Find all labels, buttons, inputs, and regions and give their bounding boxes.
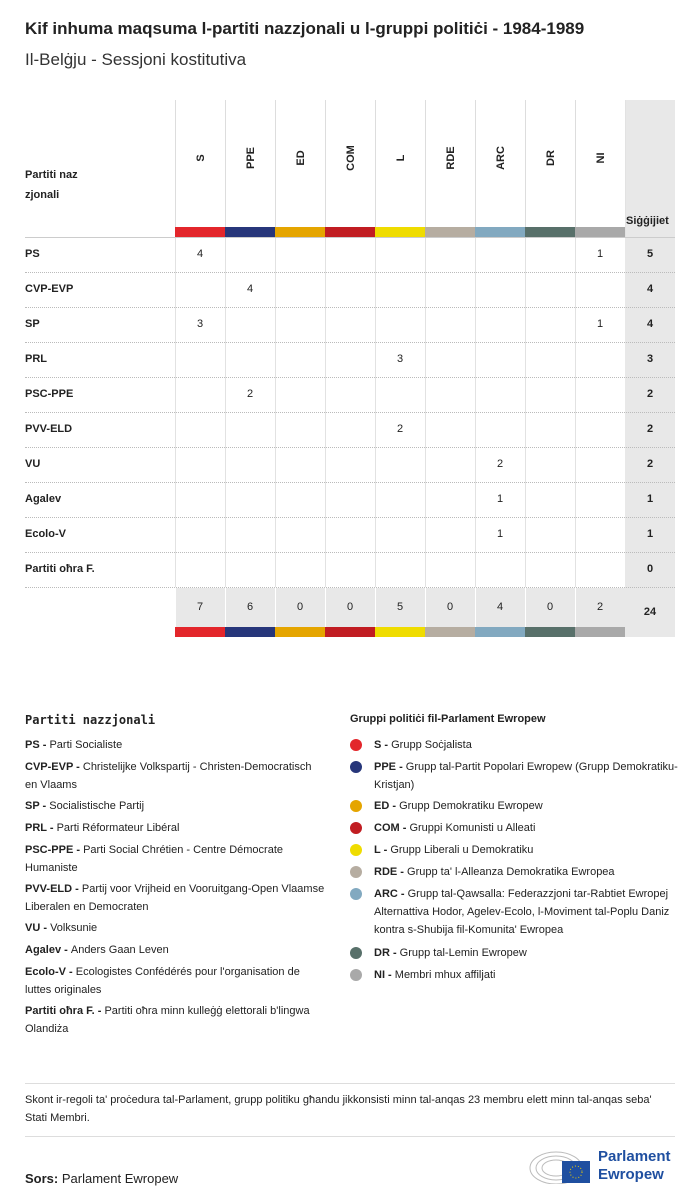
group-color-dot xyxy=(350,800,362,812)
color-bar-top xyxy=(225,227,275,237)
group-code: COM xyxy=(374,822,400,834)
column-header-ppe xyxy=(225,100,275,227)
party-code: PVV-ELD xyxy=(25,883,73,895)
color-bar-top xyxy=(425,227,475,237)
legend-group-item: NI - Membri mhux affiljati xyxy=(374,969,496,981)
row-label: SP xyxy=(25,318,40,330)
cell-value: 2 xyxy=(396,423,404,435)
color-bar-top xyxy=(375,227,425,237)
color-bar-top xyxy=(175,227,225,237)
row-total: 3 xyxy=(646,353,654,365)
legend-group-item: S - Grupp Soċjalista xyxy=(374,739,472,751)
legend-group-item: ED - Grupp Demokratiku Ewropew xyxy=(374,800,543,812)
party-code: PS xyxy=(25,739,40,751)
column-total: 7 xyxy=(196,601,204,613)
group-color-dot xyxy=(350,822,362,834)
hemicycle-icon xyxy=(528,1146,592,1184)
legend-group-item: PPE - Grupp tal-Partit Popolari Ewropew (Grupp Demokratiku-Kristjan) xyxy=(374,761,678,791)
row-total: 4 xyxy=(646,318,654,330)
row-label: Agalev xyxy=(25,493,62,505)
group-code: RDE xyxy=(374,866,398,878)
party-code: Partiti oħra F. xyxy=(25,1005,95,1017)
color-bar-bottom xyxy=(275,627,325,637)
row-label: PRL xyxy=(25,353,47,365)
group-code: ED xyxy=(374,800,390,812)
color-bar-bottom xyxy=(225,627,275,637)
group-name: Gruppi Komunisti u Alleati xyxy=(409,822,536,834)
legend-party-item: CVP-EVP - Christelijke Volkspartij - Christen-Democratisch en Vlaams xyxy=(25,761,312,791)
column-label: RDE xyxy=(444,146,457,170)
column-label: ED xyxy=(294,150,307,166)
column-label: NI xyxy=(594,152,607,164)
row-header: Partiti nazzjonali xyxy=(25,169,78,201)
row-divider xyxy=(25,552,675,553)
row-label: Partiti oħra F. xyxy=(25,563,95,575)
row-label: PVV-ELD xyxy=(25,423,73,435)
legend-group-item: COM - Gruppi Komunisti u Alleati xyxy=(374,822,536,834)
row-divider xyxy=(25,377,675,378)
column-divider xyxy=(225,588,226,627)
column-header-ni xyxy=(575,100,625,227)
column-label: L xyxy=(394,154,407,162)
legend-party-item: Partiti oħra F. - Partiti oħra minn kulleġġ elettorali b'lingwa Olandiża xyxy=(25,1005,310,1035)
legend-title: Partiti nazzjonali xyxy=(25,713,156,727)
color-bar-bottom xyxy=(425,627,475,637)
column-divider xyxy=(275,588,276,627)
row-divider xyxy=(25,342,675,343)
color-bar-bottom xyxy=(525,627,575,637)
ep-logo xyxy=(528,1146,678,1186)
cell-value: 1 xyxy=(496,493,504,505)
row-label: PS xyxy=(25,248,40,260)
group-name: Grupp tal-Partit Popolari Ewropew (Grupp Demokratiku-Kristjan) xyxy=(374,761,678,791)
column-header-com xyxy=(325,100,375,227)
group-color-dot xyxy=(350,947,362,959)
color-bar-bottom xyxy=(375,627,425,637)
header-line xyxy=(25,237,675,238)
divider xyxy=(25,1083,675,1084)
row-total: 2 xyxy=(646,388,654,400)
column-header-rde xyxy=(425,100,475,227)
color-bar-top xyxy=(325,227,375,237)
column-label: COM xyxy=(344,145,357,171)
legend-group-item: DR - Grupp tal-Lemin Ewropew xyxy=(374,947,527,959)
party-name: Socialistische Partij xyxy=(49,800,145,812)
group-color-dot xyxy=(350,866,362,878)
color-bar-top xyxy=(575,227,625,237)
row-total: 1 xyxy=(646,493,654,505)
legend-title: Gruppi politiċi fil-Parlament Ewropew xyxy=(350,713,546,725)
row-divider xyxy=(25,447,675,448)
legend-party-item: VU - Volksunie xyxy=(25,922,98,934)
party-name: Volksunie xyxy=(50,922,98,934)
party-name: Parti Socialiste xyxy=(49,739,123,751)
grand-total: 24 xyxy=(643,606,657,618)
color-bar-top xyxy=(475,227,525,237)
source xyxy=(25,1171,178,1186)
group-name: Grupp Soċjalista xyxy=(391,739,472,751)
legend-party-item: PVV-ELD - Partij voor Vrijheid en Vooruitgang-Open Vlaamse Liberalen en Democraten xyxy=(25,883,325,913)
column-label: S xyxy=(194,154,207,162)
group-color-dot xyxy=(350,969,362,981)
legend-party-item: Ecolo-V - Ecologistes Confédérés pour l'organisation de luttes originales xyxy=(25,966,300,996)
group-name: Grupp tal-Qawsalla: Federazzjoni tar-Rabtiet Ewropej Alternattiva Hodor, Agelev-Ecolo, l-Moviment tal-Poplu Daniz kontra s-Shubija fil-Komunita' Ewropea xyxy=(374,888,670,936)
color-bar-bottom xyxy=(475,627,525,637)
cell-value: 3 xyxy=(196,318,204,330)
source-label: Sors: xyxy=(25,1171,59,1186)
cell-value: 3 xyxy=(396,353,404,365)
group-name: Grupp tal-Lemin Ewropew xyxy=(399,947,527,959)
column-total: 4 xyxy=(496,601,504,613)
cell-value: 4 xyxy=(246,283,254,295)
footnote: Skont ir-regoli ta' proċedura tal-Parlament, grupp politiku għandu jikkonsisti minn tal-anqas 23 membru elett minn tal-anqas seba' Stati Membri. xyxy=(25,1094,652,1124)
row-total: 0 xyxy=(646,563,654,575)
row-total: 5 xyxy=(646,248,654,260)
legend-party-item: Agalev - Anders Gaan Leven xyxy=(25,944,169,956)
column-total: 2 xyxy=(596,601,604,613)
row-label: CVP-EVP xyxy=(25,283,74,295)
group-name: Membri mhux affiljati xyxy=(394,969,496,981)
party-code: Ecolo-V xyxy=(25,966,66,978)
color-bar-bottom xyxy=(575,627,625,637)
legend-groups-title xyxy=(350,710,546,728)
cell-value: 2 xyxy=(246,388,254,400)
party-code: VU xyxy=(25,922,41,934)
legend-party-item: PS - Parti Socialiste xyxy=(25,739,123,751)
row-label: Ecolo-V xyxy=(25,528,66,540)
party-name: Ecologistes Confédérés pour l'organisation de luttes originales xyxy=(25,966,300,996)
column-total: 0 xyxy=(546,601,554,613)
cell-value: 1 xyxy=(596,248,604,260)
column-label: ARC xyxy=(494,146,507,170)
column-divider xyxy=(575,588,576,627)
column-divider xyxy=(475,588,476,627)
group-code: DR xyxy=(374,947,390,959)
divider xyxy=(25,1136,675,1137)
party-name: Parti Réformateur Libéral xyxy=(56,822,180,834)
legend-group-item: RDE - Grupp ta' l-Alleanza Demokratika Ewropea xyxy=(374,866,615,878)
color-bar-top xyxy=(525,227,575,237)
row-divider xyxy=(25,272,675,273)
column-divider xyxy=(375,588,376,627)
column-label: DR xyxy=(544,150,557,166)
logo-line2: Ewropew xyxy=(598,1166,664,1183)
row-label: VU xyxy=(25,458,41,470)
legend-group-item: L - Grupp Liberali u Demokratiku xyxy=(374,844,534,856)
party-name: Parti Social Chrétien - Centre Démocrate Humaniste xyxy=(25,844,283,874)
column-header-arc xyxy=(475,100,525,227)
column-divider xyxy=(525,588,526,627)
total-header: Siġġijiet xyxy=(626,215,669,227)
party-name: Anders Gaan Leven xyxy=(70,944,169,956)
cell-value: 1 xyxy=(596,318,604,330)
row-divider xyxy=(25,412,675,413)
party-name: Partij voor Vrijheid en Vooruitgang-Open Vlaamse Liberalen en Democraten xyxy=(25,883,325,913)
group-color-dot xyxy=(350,844,362,856)
group-color-dot xyxy=(350,888,362,900)
column-total: 6 xyxy=(246,601,254,613)
cell-value: 2 xyxy=(496,458,504,470)
group-name: Grupp Liberali u Demokratiku xyxy=(390,844,534,856)
row-divider xyxy=(25,307,675,308)
row-label: PSC-PPE xyxy=(25,388,74,400)
column-header-l xyxy=(375,100,425,227)
source-value: Parlament Ewropew xyxy=(61,1171,179,1186)
group-color-dot xyxy=(350,739,362,751)
row-divider xyxy=(25,482,675,483)
group-code: S xyxy=(374,739,382,751)
column-divider xyxy=(175,588,176,627)
group-name: Grupp ta' l-Alleanza Demokratika Ewropea xyxy=(407,866,615,878)
column-total: 0 xyxy=(446,601,454,613)
column-total: 0 xyxy=(346,601,354,613)
legend-parties-title xyxy=(25,711,155,729)
column-header-ed xyxy=(275,100,325,227)
group-code: ARC xyxy=(374,888,398,900)
party-code: PRL xyxy=(25,822,47,834)
group-code: L xyxy=(374,844,381,856)
column-divider xyxy=(625,100,626,237)
total-column-bg xyxy=(625,100,675,637)
legend-party-item: SP - Socialistische Partij xyxy=(25,800,145,812)
color-bar-bottom xyxy=(175,627,225,637)
legend-party-item: PSC-PPE - Parti Social Chrétien - Centre Démocrate Humaniste xyxy=(25,844,283,874)
row-divider xyxy=(25,517,675,518)
group-name: Grupp Demokratiku Ewropew xyxy=(399,800,543,812)
color-bar-top xyxy=(275,227,325,237)
column-header-s xyxy=(175,100,225,227)
party-name: Partiti oħra minn kulleġġ elettorali b'lingwa Olandiża xyxy=(25,1005,310,1035)
column-total: 0 xyxy=(296,601,304,613)
cell-value: 1 xyxy=(496,528,504,540)
column-divider xyxy=(325,588,326,627)
legend-party-item: PRL - Parti Réformateur Libéral xyxy=(25,822,180,834)
party-code: Agalev xyxy=(25,944,62,956)
group-code: PPE xyxy=(374,761,397,773)
legend-group-item: ARC - Grupp tal-Qawsalla: Federazzjoni tar-Rabtiet Ewropej Alternattiva Hodor, Agelev-Ecolo, l-Moviment tal-Poplu Daniz kontra s-Shubija fil-Komunita' Ewropea xyxy=(374,888,670,936)
chart-title: Kif inhuma maqsuma l-partiti nazzjonali u l-gruppi politiċi - 1984-1989 xyxy=(25,19,585,38)
logo-line1: Parlament xyxy=(598,1148,671,1165)
party-code: PSC-PPE xyxy=(25,844,74,856)
party-name: Christelijke Volkspartij - Christen-Democratisch en Vlaams xyxy=(25,761,312,791)
column-header-dr xyxy=(525,100,575,227)
column-total: 5 xyxy=(396,601,404,613)
row-total: 1 xyxy=(646,528,654,540)
party-code: CVP-EVP xyxy=(25,761,74,773)
chart-subtitle: Il-Belġju - Sessjoni kostitutiva xyxy=(25,50,247,69)
row-total: 2 xyxy=(646,458,654,470)
column-divider xyxy=(425,588,426,627)
group-code: NI xyxy=(374,969,385,981)
color-bar-bottom xyxy=(325,627,375,637)
group-color-dot xyxy=(350,761,362,773)
column-label: PPE xyxy=(244,146,257,170)
row-total: 4 xyxy=(646,283,654,295)
row-total: 2 xyxy=(646,423,654,435)
party-code: SP xyxy=(25,800,40,812)
cell-value: 4 xyxy=(196,248,204,260)
